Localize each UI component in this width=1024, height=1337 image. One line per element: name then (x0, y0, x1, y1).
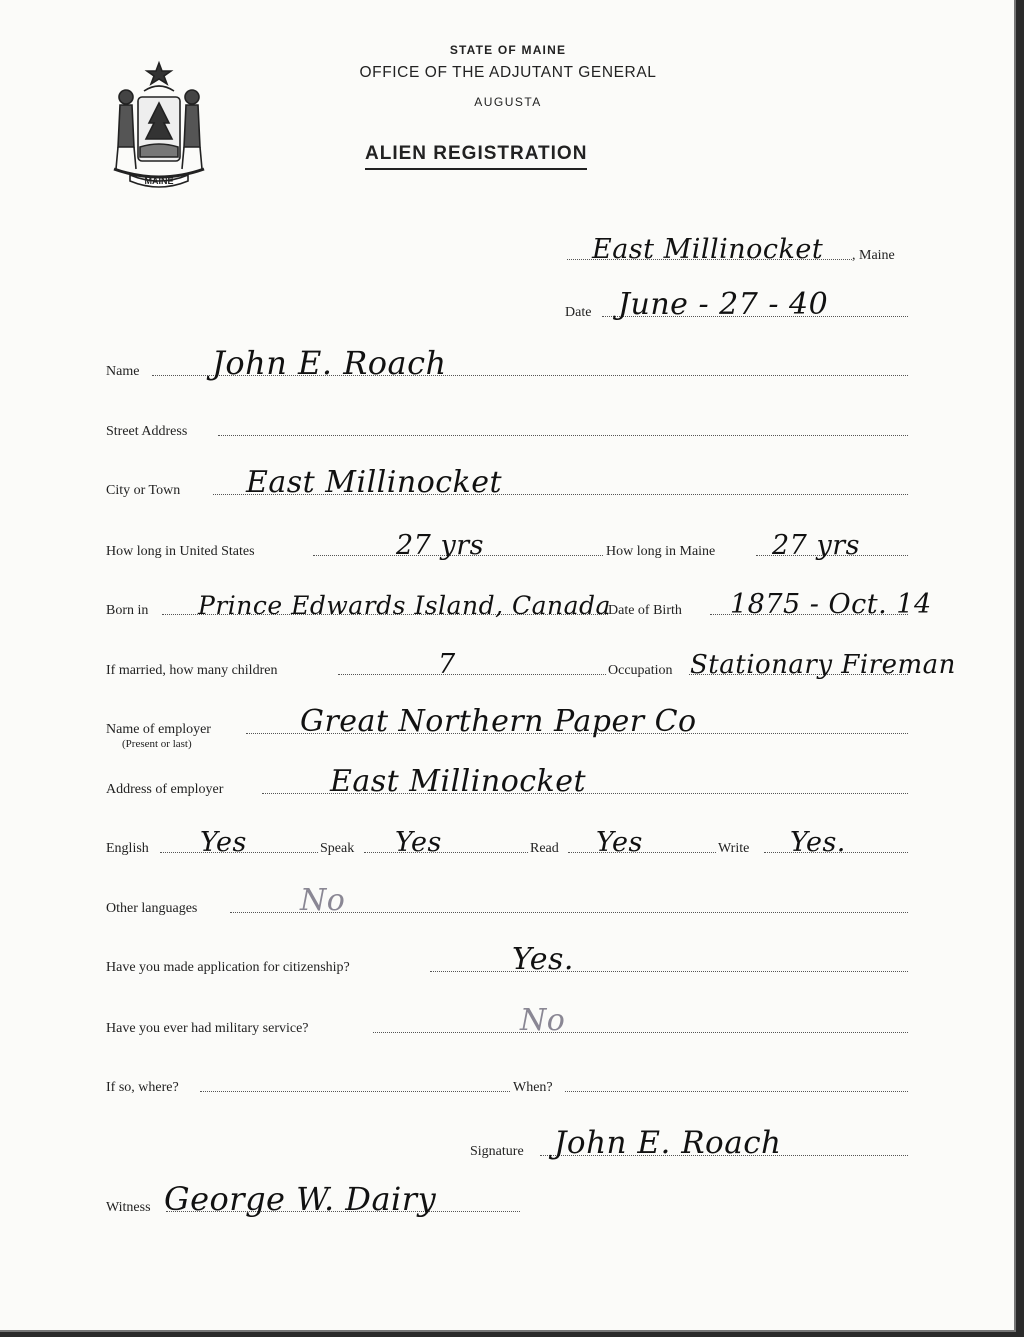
city-heading: AUGUSTA (474, 95, 542, 109)
occupation-value: Stationary Fireman (690, 650, 956, 680)
where-label: If so, where? (106, 1080, 179, 1095)
military-label: Have you ever had military service? (106, 1021, 309, 1036)
state-heading: STATE OF MAINE (449, 43, 567, 57)
employer-sublabel: (Present or last) (122, 738, 192, 750)
children-label: If married, how many children (106, 663, 278, 678)
name-row (0, 344, 1016, 382)
when-label: When? (513, 1080, 553, 1095)
employer-address-value: East Millinocket (330, 764, 587, 799)
military-row (0, 1003, 1016, 1039)
language-row (0, 827, 1016, 859)
town-label: City or Town (106, 483, 181, 498)
us-label: How long in United States (106, 544, 255, 559)
family-row (0, 649, 1016, 681)
street-row (0, 416, 1016, 442)
name-value: John E. Roach (212, 344, 447, 382)
speak-value: Yes (395, 827, 442, 858)
english-label: English (106, 841, 149, 856)
maine-label: How long in Maine (606, 544, 716, 559)
witness-row (0, 1180, 1016, 1218)
place-label: , Maine (852, 248, 895, 263)
date-row (0, 287, 1016, 323)
born-label: Born in (106, 603, 149, 618)
children-value: 7 (438, 649, 456, 680)
place-value: East Millinocket (592, 234, 824, 265)
employer-row (0, 704, 1016, 740)
signature-label: Signature (470, 1144, 524, 1159)
name-label: Name (106, 364, 140, 379)
town-value: East Millinocket (246, 465, 503, 500)
dob-label: Date of Birth (608, 603, 682, 618)
employer-address-row (0, 764, 1016, 800)
office-heading: OFFICE OF THE ADJUTANT GENERAL (359, 64, 657, 81)
dob-value: 1875 - Oct. 14 (730, 589, 932, 620)
signature-row (0, 1125, 1016, 1162)
us-value: 27 yrs (396, 530, 484, 561)
speak-label: Speak (320, 841, 355, 856)
birth-row (0, 589, 1016, 621)
other-languages-value: No (300, 883, 346, 918)
employer-label: Name of employer (106, 722, 211, 737)
form-title: ALIEN REGISTRATION (365, 143, 587, 170)
street-label: Street Address (106, 424, 188, 439)
residence-row (0, 530, 1016, 562)
other-languages-label: Other languages (106, 901, 198, 916)
witness-value: George W. Dairy (164, 1180, 437, 1218)
citizenship-label: Have you made application for citizenship? (106, 960, 350, 975)
write-label: Write (718, 841, 750, 856)
occupation-label: Occupation (608, 663, 673, 678)
read-label: Read (530, 841, 559, 856)
date-label: Date (565, 305, 592, 320)
other-languages-row (0, 883, 1016, 919)
witness-label: Witness (106, 1200, 151, 1215)
employer-value: Great Northern Paper Co (300, 704, 697, 739)
english-value: Yes (200, 827, 247, 858)
citizenship-value: Yes. (512, 942, 574, 977)
read-value: Yes (596, 827, 643, 858)
signature-value: John E. Roach (554, 1125, 782, 1161)
service-details-row (0, 1072, 1016, 1098)
citizenship-row (0, 942, 1016, 978)
place-row (0, 234, 1016, 266)
date-value: June - 27 - 40 (618, 287, 829, 322)
employer-address-label: Address of employer (106, 782, 224, 797)
write-value: Yes. (790, 827, 846, 858)
military-value: No (520, 1003, 566, 1038)
svg-text:MAINE: MAINE (144, 176, 174, 186)
maine-value: 27 yrs (772, 530, 860, 561)
town-row (0, 465, 1016, 501)
born-value: Prince Edwards Island, Canada (198, 591, 611, 620)
